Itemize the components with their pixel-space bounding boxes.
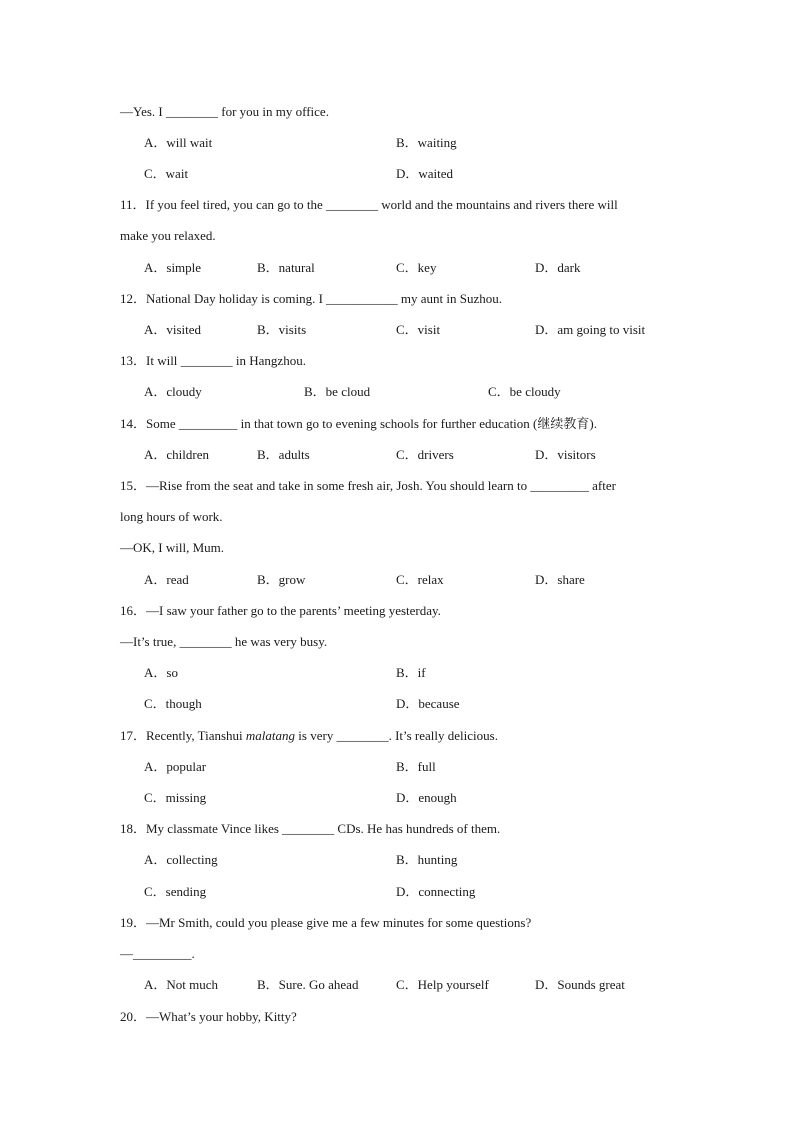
q17-option-b: B．full bbox=[396, 759, 436, 774]
q12-option-a: A．visited bbox=[144, 322, 202, 337]
question-18-line: 18．My classmate Vince likes ________ CDs. He has hundreds of them. bbox=[120, 821, 501, 836]
q13-option-a: A．cloudy bbox=[144, 384, 202, 399]
q15-option-a: A．read bbox=[144, 572, 189, 587]
q11-option-c: C．key bbox=[396, 260, 437, 275]
question-19-line-1: 19．—Mr Smith, could you please give me a few minutes for some questions? bbox=[120, 915, 532, 930]
question-11-line-1: 11．If you feel tired, you can go to the ________ world and the mountains and rivers there will bbox=[120, 197, 618, 212]
question-15-line-3: —OK, I will, Mum. bbox=[120, 540, 224, 555]
q15-option-d: D．share bbox=[535, 572, 585, 587]
q13-option-c: C．be cloudy bbox=[488, 384, 561, 399]
q18-option-c: C．sending bbox=[144, 884, 207, 899]
q19-option-d: D．Sounds great bbox=[535, 977, 625, 992]
q19-option-b: B．Sure. Go ahead bbox=[257, 977, 359, 992]
question-14-line: 14．Some _________ in that town go to evening schools for further education (继续教育). bbox=[120, 416, 597, 431]
q17-option-c: C．missing bbox=[144, 790, 207, 805]
q10-option-a: A．will wait bbox=[144, 135, 213, 150]
q18-option-a: A．collecting bbox=[144, 852, 218, 867]
question-19-line-2: —_________. bbox=[120, 946, 195, 961]
q11-option-a: A．simple bbox=[144, 260, 202, 275]
question-11-line-2: make you relaxed. bbox=[120, 228, 216, 243]
q16-option-b: B．if bbox=[396, 665, 426, 680]
question-13-line: 13．It will ________ in Hangzhou. bbox=[120, 353, 306, 368]
q12-option-c: C．visit bbox=[396, 322, 441, 337]
q16-option-c: C．though bbox=[144, 696, 202, 711]
q19-option-c: C．Help yourself bbox=[396, 977, 489, 992]
q17-text-pre: 17．Recently, Tianshui bbox=[120, 728, 246, 743]
question-17-line bbox=[120, 728, 498, 744]
question-16-line-2: —It’s true, ________ he was very busy. bbox=[120, 634, 328, 649]
q16-option-d: D．because bbox=[396, 696, 460, 711]
q17-option-d: D．enough bbox=[396, 790, 457, 805]
question-20-line: 20．—What’s your hobby, Kitty? bbox=[120, 1009, 297, 1024]
q17-option-a: A．popular bbox=[144, 759, 207, 774]
q19-option-a: A．Not much bbox=[144, 977, 219, 992]
q18-option-d: D．connecting bbox=[396, 884, 476, 899]
q10-option-d: D．waited bbox=[396, 166, 454, 181]
q14-option-a: A．children bbox=[144, 447, 209, 462]
q15-option-b: B．grow bbox=[257, 572, 306, 587]
q17-text-italic: malatang bbox=[245, 728, 296, 743]
q17-text-post: is very ________. It’s really delicious. bbox=[295, 728, 498, 743]
q10-option-c: C．wait bbox=[144, 166, 189, 181]
q16-option-a: A．so bbox=[144, 665, 178, 680]
q13-option-b: B．be cloud bbox=[304, 384, 371, 399]
q11-option-b: B．natural bbox=[257, 260, 315, 275]
question-15-line-1: 15．—Rise from the seat and take in some fresh air, Josh. You should learn to _________ after bbox=[120, 478, 616, 493]
question-10-line: —Yes. I ________ for you in my office. bbox=[120, 104, 329, 119]
question-12-line: 12．National Day holiday is coming. I ___________ my aunt in Suzhou. bbox=[120, 291, 503, 306]
q18-option-b: B．hunting bbox=[396, 852, 458, 867]
q12-option-d: D．am going to visit bbox=[535, 322, 646, 337]
question-15-line-2: long hours of work. bbox=[120, 509, 223, 524]
q14-option-b: B．adults bbox=[257, 447, 310, 462]
question-16-line-1: 16．—I saw your father go to the parents’ meeting yesterday. bbox=[120, 603, 441, 618]
q14-option-c: C．drivers bbox=[396, 447, 454, 462]
q14-option-d: D．visitors bbox=[535, 447, 596, 462]
q11-option-d: D．dark bbox=[535, 260, 581, 275]
q10-option-b: B．waiting bbox=[396, 135, 457, 150]
q15-option-c: C．relax bbox=[396, 572, 444, 587]
q12-option-b: B．visits bbox=[257, 322, 307, 337]
